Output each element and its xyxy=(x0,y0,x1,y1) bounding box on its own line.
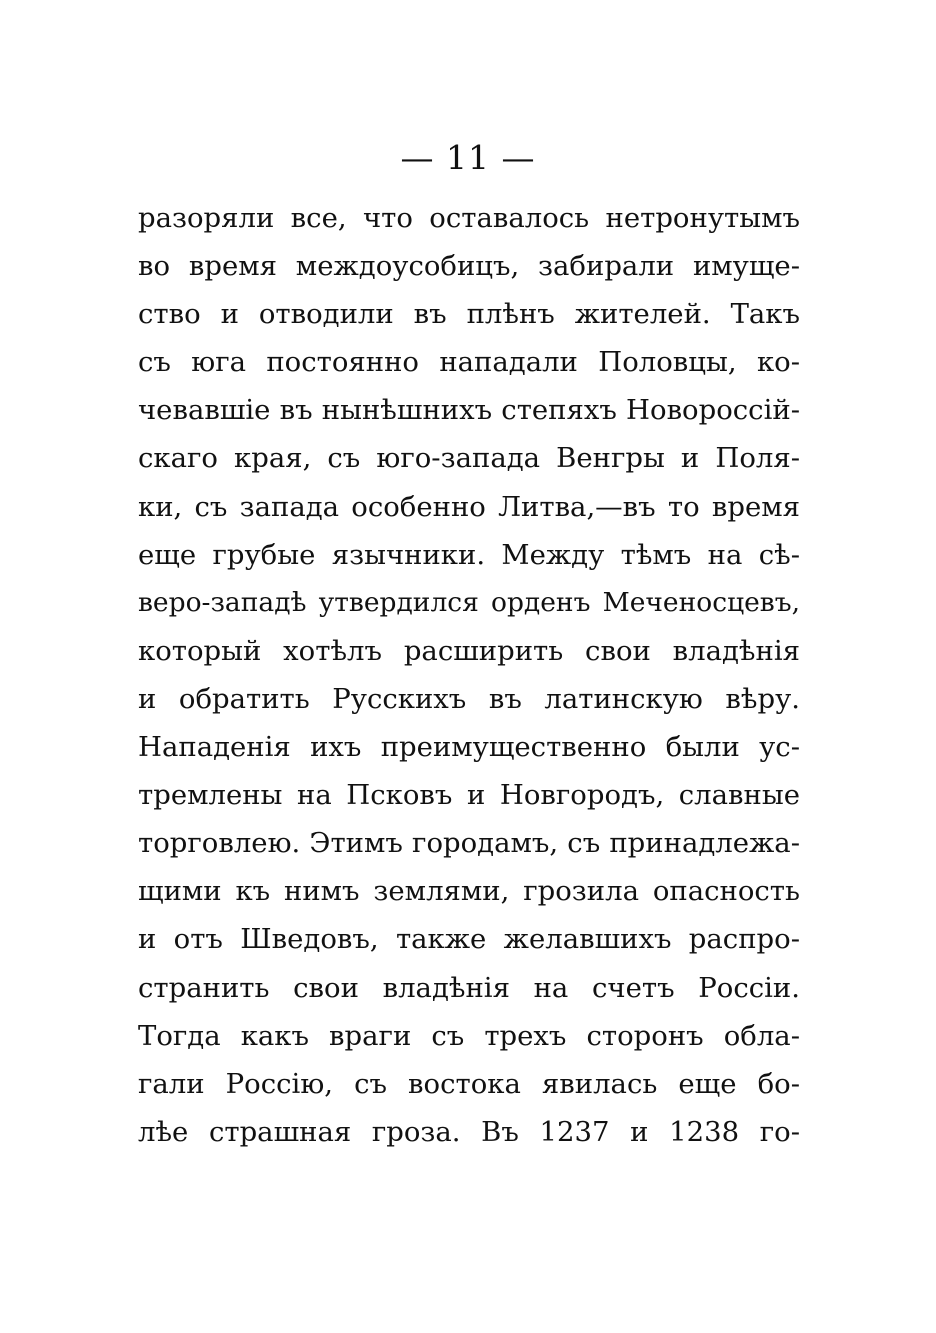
text-line: и отъ Шведовъ, также желавшихъ распро- xyxy=(138,923,800,956)
text-line: щими къ нимъ землями, грозила опасность xyxy=(138,875,800,908)
text-line: Нападенія ихъ преимущественно были ус- xyxy=(138,731,800,764)
text-line: веро-западѣ утвердился орденъ Меченосцевъ, xyxy=(138,586,800,618)
text-line: торговлею. Этимъ городамъ, съ принадлежа- xyxy=(138,827,800,860)
text-line: во время междоусобицъ, забирали имуще- xyxy=(138,250,800,283)
text-line: съ юга постоянно нападали Половцы, ко- xyxy=(138,346,800,379)
text-line: Тогда какъ враги съ трехъ сторонъ обла- xyxy=(138,1019,800,1052)
text-line: тремлены на Псковъ и Новгородъ, славные xyxy=(138,779,800,812)
text-line: разоряли все, что оставалось нетронутымъ xyxy=(138,202,800,234)
text-line: странить свои владѣнія на счетъ Россіи. xyxy=(138,971,800,1004)
text-line: ство и отводили въ плѣнъ жителей. Такъ xyxy=(138,298,800,331)
text-line: ки, съ запада особенно Литва,—въ то время xyxy=(138,490,800,523)
text-line: который хотѣлъ расширить свои владѣнія xyxy=(138,634,800,667)
text-line: лѣе страшная гроза. Въ 1237 и 1238 го- xyxy=(138,1115,800,1148)
text-line: и обратить Русскихъ въ латинскую вѣру. xyxy=(138,682,800,715)
page-number: — 11 — xyxy=(400,138,536,177)
text-line: гали Россію, съ востока явилась еще бо- xyxy=(138,1067,800,1100)
text-line: еще грубые язычники. Между тѣмъ на сѣ- xyxy=(138,538,800,571)
text-line: чевавшіе въ нынѣшнихъ степяхъ Новороссій- xyxy=(138,394,800,427)
text-line: скаго края, съ юго-запада Венгры и Поля- xyxy=(138,442,800,475)
body-text xyxy=(138,194,800,1156)
